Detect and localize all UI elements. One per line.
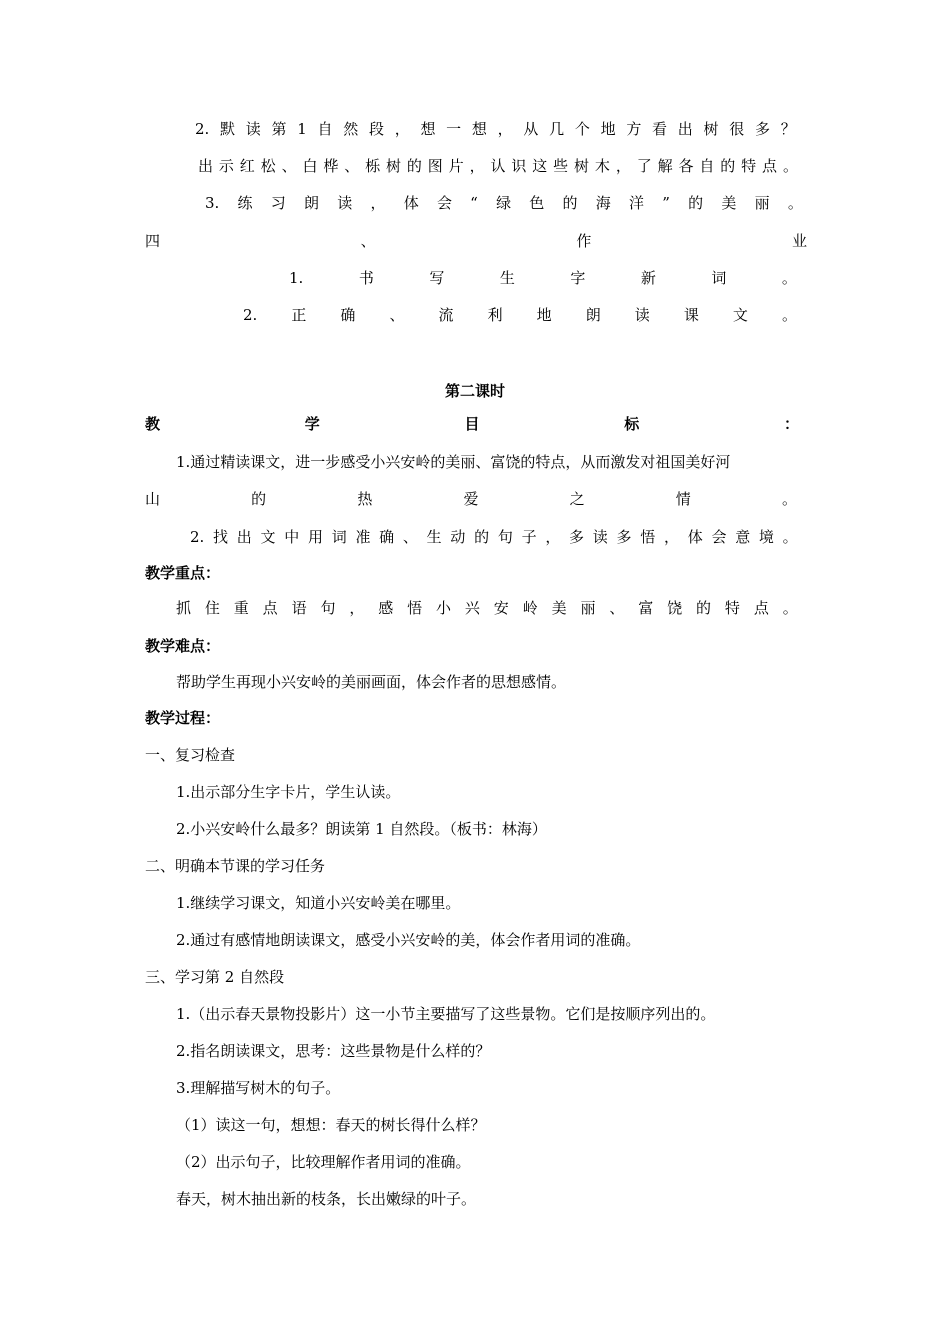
text-token: 利	[487, 306, 503, 324]
text-token: 地	[536, 306, 552, 324]
text-token: 的	[562, 194, 578, 212]
text-token: 树	[703, 120, 719, 138]
text-token: ，	[497, 120, 513, 138]
text-token: 片	[448, 157, 464, 175]
lesson-line-practice-reading	[205, 193, 803, 213]
text-token: 作	[576, 232, 592, 250]
text-token: 自	[317, 120, 333, 138]
text-token: 住	[204, 599, 220, 617]
text-token: 色	[529, 194, 545, 212]
para2-subitem-1: （1）读这一句，想想：春天的树长得什么样？	[176, 1116, 486, 1134]
text-token: 洋	[629, 194, 645, 212]
text-token: 示	[218, 157, 234, 175]
text-token: 出	[198, 157, 214, 175]
text-token: ？	[780, 120, 796, 138]
goal-2	[190, 527, 798, 547]
text-token: 句	[320, 599, 336, 617]
text-token: 解	[657, 157, 673, 175]
text-token: ，	[349, 599, 365, 617]
text-token: 1	[297, 120, 307, 138]
text-token: 、	[609, 599, 625, 617]
text-token: 白	[302, 157, 318, 175]
difficulties-text: 帮助学生再现小兴安岭的美丽画面，体会作者的思想感情。	[176, 673, 567, 691]
para2-item-2: 2.指名朗读课文，思考：这些景物是什么样的？	[176, 1042, 491, 1060]
text-token: 确	[379, 528, 395, 546]
text-token: 点	[262, 599, 278, 617]
text-token: 丽	[754, 194, 770, 212]
difficulties-heading: 教学难点：	[145, 637, 221, 655]
text-token: 一	[446, 120, 462, 138]
text-token: 词	[711, 269, 727, 287]
text-token: 出	[677, 120, 693, 138]
text-token: 抓	[176, 599, 192, 617]
text-token: 、	[389, 306, 405, 324]
text-token: 读	[634, 306, 650, 324]
text-token: 特	[724, 599, 740, 617]
text-token: 的	[474, 528, 490, 546]
text-token: 美	[551, 599, 567, 617]
text-token: 地	[600, 120, 616, 138]
text-token: 。	[781, 269, 797, 287]
text-token: 的	[696, 599, 712, 617]
text-token: 会	[436, 194, 452, 212]
text-token: 丽	[580, 599, 596, 617]
text-token: 几	[549, 120, 565, 138]
lesson-line-reading-para1	[195, 119, 796, 139]
text-token: 自	[699, 157, 715, 175]
text-token: 点	[753, 599, 769, 617]
text-token: 确	[340, 306, 356, 324]
homework-item-1	[289, 268, 797, 288]
text-token: 爱	[463, 490, 479, 508]
text-token: 悟	[640, 528, 656, 546]
text-token: 、	[360, 232, 376, 250]
text-token: 境	[758, 528, 774, 546]
text-token: ，	[615, 157, 631, 175]
text-token: 练	[237, 194, 253, 212]
text-token: 树	[574, 157, 590, 175]
text-token: 山	[145, 490, 161, 508]
text-token: 美	[721, 194, 737, 212]
text-token: 文	[260, 528, 276, 546]
text-token: 2.	[243, 306, 258, 324]
text-token: 2.	[190, 528, 205, 546]
text-token: 从	[523, 120, 539, 138]
teaching-goals-heading	[145, 414, 799, 434]
text-token: 动	[450, 528, 466, 546]
para2-item-3: 3.理解描写树木的句子。	[176, 1079, 341, 1097]
review-item-2: 2.小兴安岭什么最多？朗读第 1 自然段。（板书：林海）	[176, 820, 547, 838]
text-token: 多	[616, 528, 632, 546]
text-token: 第	[271, 120, 287, 138]
text-token: 朗	[585, 306, 601, 324]
text-token: 树	[386, 157, 402, 175]
text-token: 识	[511, 157, 527, 175]
text-token: 目	[464, 415, 480, 433]
text-token: 课	[683, 306, 699, 324]
text-token: 、	[281, 157, 297, 175]
text-token: 多	[754, 120, 770, 138]
lesson-two-title: 第二课时	[444, 382, 505, 400]
text-token: 想	[471, 120, 487, 138]
text-token: ：	[783, 415, 799, 433]
text-token: 特	[741, 157, 757, 175]
review-item-1: 1.出示部分生字卡片，学生认读。	[176, 783, 401, 801]
text-token: 饶	[667, 599, 683, 617]
text-token: 各	[678, 157, 694, 175]
text-token: 绿	[496, 194, 512, 212]
text-token: 岭	[522, 599, 538, 617]
text-token: 出	[236, 528, 252, 546]
text-token: 准	[355, 528, 371, 546]
text-token: 栎	[365, 157, 381, 175]
para2-item-1: 1.（出示春天景物投影片）这一小节主要描写了这些景物。它们是按顺序列出的。	[176, 1005, 716, 1023]
text-token: 小	[436, 599, 452, 617]
text-token: 词	[331, 528, 347, 546]
text-token: 。	[781, 490, 797, 508]
text-token: 学	[304, 415, 320, 433]
text-token: 体	[687, 528, 703, 546]
text-token: 段	[368, 120, 384, 138]
text-token: 读	[592, 528, 608, 546]
text-token: 习	[270, 194, 286, 212]
text-token: 生	[499, 269, 515, 287]
text-token: 四	[145, 232, 161, 250]
task-item-2: 2.通过有感情地朗读课文，感受小兴安岭的美，体会作者用词的准确。	[176, 931, 641, 949]
text-token: 新	[640, 269, 656, 287]
text-token: 富	[638, 599, 654, 617]
section-para2-heading: 三、学习第 2 自然段	[145, 968, 285, 986]
text-token: 文	[732, 306, 748, 324]
text-token: 些	[553, 157, 569, 175]
text-token: 然	[343, 120, 359, 138]
text-token: 的	[688, 194, 704, 212]
text-token: 方	[626, 120, 642, 138]
text-token: 看	[652, 120, 668, 138]
text-token: 。	[782, 157, 798, 175]
text-token: 教	[145, 415, 161, 433]
text-token: ，	[545, 528, 561, 546]
text-token: ，	[394, 120, 410, 138]
text-token: 图	[427, 157, 443, 175]
text-token: 写	[429, 269, 445, 287]
text-token: 红	[239, 157, 255, 175]
text-token: 、	[344, 157, 360, 175]
text-token: 3.	[205, 194, 220, 212]
text-token: 读	[337, 194, 353, 212]
text-token: 生	[426, 528, 442, 546]
key-points-text	[176, 598, 798, 618]
text-token: 这	[532, 157, 548, 175]
text-token: 读	[245, 120, 261, 138]
text-token: 兴	[464, 599, 480, 617]
text-token: 。	[782, 528, 798, 546]
text-token: 会	[711, 528, 727, 546]
text-token: ，	[663, 528, 679, 546]
process-heading: 教学过程：	[145, 709, 221, 727]
text-token: 木	[594, 157, 610, 175]
text-token: 默	[220, 120, 236, 138]
lesson-line-tree-pictures	[198, 156, 798, 176]
text-token: ”	[662, 194, 670, 212]
text-token: 2.	[195, 120, 210, 138]
text-token: 语	[291, 599, 307, 617]
task-item-1: 1.继续学习课文，知道小兴安岭美在哪里。	[176, 894, 461, 912]
text-token: 、	[402, 528, 418, 546]
text-token: 字	[570, 269, 586, 287]
text-token: 很	[729, 120, 745, 138]
text-token: ，	[469, 157, 485, 175]
text-token: 热	[357, 490, 373, 508]
text-token: 。	[782, 599, 798, 617]
text-token: 了	[636, 157, 652, 175]
text-token: 朗	[304, 194, 320, 212]
text-token: 的	[406, 157, 422, 175]
text-token: 中	[284, 528, 300, 546]
text-token: 海	[595, 194, 611, 212]
para2-subitem-2: （2）出示句子，比较理解作者用词的准确。	[176, 1153, 471, 1171]
text-token: 流	[438, 306, 454, 324]
key-points-heading: 教学重点：	[145, 564, 221, 582]
text-token: 情	[675, 490, 691, 508]
text-token: 安	[493, 599, 509, 617]
text-token: 的	[251, 490, 267, 508]
text-token: 。	[781, 306, 797, 324]
text-token: 多	[569, 528, 585, 546]
text-token: 的	[720, 157, 736, 175]
section-homework-heading	[145, 231, 807, 251]
text-token: 体	[403, 194, 419, 212]
text-token: 松	[260, 157, 276, 175]
text-token: 业	[791, 232, 807, 250]
text-token: 标	[624, 415, 640, 433]
text-token: 重	[233, 599, 249, 617]
homework-item-2	[243, 305, 797, 325]
text-token: 个	[574, 120, 590, 138]
text-token: 感	[378, 599, 394, 617]
section-tasks-heading: 二、明确本节课的学习任务	[145, 857, 326, 875]
text-token: 句	[497, 528, 513, 546]
text-token: 认	[490, 157, 506, 175]
text-token: 桦	[323, 157, 339, 175]
text-token: “	[470, 194, 478, 212]
text-token: 子	[521, 528, 537, 546]
text-token: 用	[307, 528, 323, 546]
text-token: 。	[787, 194, 803, 212]
text-token: 意	[735, 528, 751, 546]
text-token: 1.	[289, 269, 304, 287]
section-review-heading: 一、复习检查	[145, 746, 236, 764]
text-token: 书	[358, 269, 374, 287]
text-token: 正	[291, 306, 307, 324]
example-sentence: 春天，树木抽出新的枝条，长出嫩绿的叶子。	[176, 1190, 477, 1208]
text-token: 找	[213, 528, 229, 546]
text-token: 悟	[407, 599, 423, 617]
text-token: 点	[762, 157, 778, 175]
goal-1-line-2	[145, 489, 797, 509]
text-token: ，	[370, 194, 386, 212]
text-token: 之	[569, 490, 585, 508]
goal-1-line-1: 1.通过精读课文，进一步感受小兴安岭的美丽、富饶的特点，从而激发对祖国美好河	[176, 453, 731, 471]
text-token: 想	[420, 120, 436, 138]
